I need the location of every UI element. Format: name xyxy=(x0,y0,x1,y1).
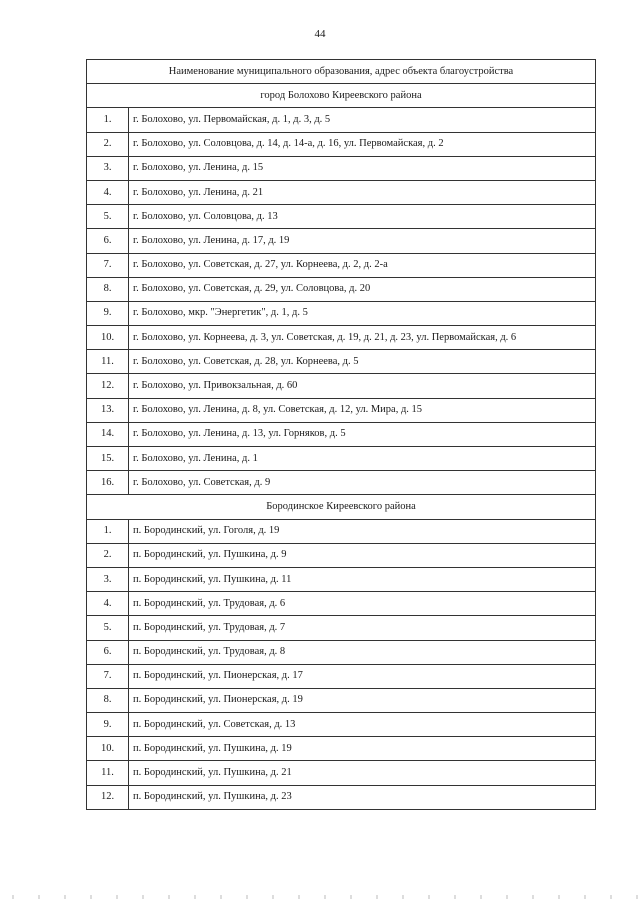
row-number: 11. xyxy=(87,761,129,785)
row-address: п. Бородинский, ул. Пушкина, д. 19 xyxy=(129,737,596,761)
address-table xyxy=(86,59,596,810)
row-address: п. Бородинский, ул. Гоголя, д. 19 xyxy=(129,519,596,543)
table-row xyxy=(87,664,596,688)
row-number: 8. xyxy=(87,277,129,301)
row-address: п. Бородинский, ул. Советская, д. 13 xyxy=(129,713,596,737)
row-address: г. Болохово, ул. Ленина, д. 15 xyxy=(129,156,596,180)
row-address: п. Бородинский, ул. Трудовая, д. 6 xyxy=(129,592,596,616)
table-row xyxy=(87,567,596,591)
row-address: г. Болохово, ул. Ленина, д. 8, ул. Советская, д. 12, ул. Мира, д. 15 xyxy=(129,398,596,422)
row-number: 4. xyxy=(87,180,129,204)
table-row xyxy=(87,471,596,495)
row-address: г. Болохово, ул. Советская, д. 27, ул. Корнеева, д. 2, д. 2-а xyxy=(129,253,596,277)
table-row xyxy=(87,737,596,761)
row-number: 10. xyxy=(87,737,129,761)
row-number: 6. xyxy=(87,640,129,664)
table-row xyxy=(87,519,596,543)
row-number: 2. xyxy=(87,132,129,156)
section-title: город Болохово Киреевского района xyxy=(87,84,596,108)
row-number: 12. xyxy=(87,374,129,398)
row-number: 7. xyxy=(87,664,129,688)
table-row xyxy=(87,350,596,374)
row-address: г. Болохово, ул. Первомайская, д. 1, д. 3, д. 5 xyxy=(129,108,596,132)
row-address: г. Болохово, ул. Соловцова, д. 13 xyxy=(129,205,596,229)
row-number: 2. xyxy=(87,543,129,567)
table-row xyxy=(87,156,596,180)
table-row xyxy=(87,761,596,785)
row-number: 9. xyxy=(87,301,129,325)
table-row xyxy=(87,132,596,156)
row-address: г. Болохово, ул. Ленина, д. 13, ул. Горняков, д. 5 xyxy=(129,422,596,446)
row-address: г. Болохово, ул. Советская, д. 29, ул. Соловцова, д. 20 xyxy=(129,277,596,301)
row-address: г. Болохово, ул. Ленина, д. 17, д. 19 xyxy=(129,229,596,253)
row-address: г. Болохово, ул. Ленина, д. 21 xyxy=(129,180,596,204)
row-number: 8. xyxy=(87,688,129,712)
row-number: 3. xyxy=(87,567,129,591)
section-row xyxy=(87,495,596,519)
row-number: 14. xyxy=(87,422,129,446)
row-number: 6. xyxy=(87,229,129,253)
table-row xyxy=(87,785,596,809)
page-number: 44 xyxy=(314,28,326,40)
row-number: 7. xyxy=(87,253,129,277)
table-row xyxy=(87,253,596,277)
row-number: 1. xyxy=(87,108,129,132)
row-address: п. Бородинский, ул. Пионерская, д. 19 xyxy=(129,688,596,712)
scan-artifact xyxy=(0,895,640,899)
table-row xyxy=(87,640,596,664)
row-number: 5. xyxy=(87,205,129,229)
section-row xyxy=(87,84,596,108)
table-row xyxy=(87,180,596,204)
table-row xyxy=(87,592,596,616)
row-address: г. Болохово, мкр. "Энергетик", д. 1, д. 5 xyxy=(129,301,596,325)
row-address: г. Болохово, ул. Соловцова, д. 14, д. 14-а, д. 16, ул. Первомайская, д. 2 xyxy=(129,132,596,156)
row-number: 16. xyxy=(87,471,129,495)
row-number: 10. xyxy=(87,326,129,350)
table-row xyxy=(87,713,596,737)
section-title: Бородинское Киреевского района xyxy=(87,495,596,519)
row-address: п. Бородинский, ул. Трудовая, д. 8 xyxy=(129,640,596,664)
row-number: 13. xyxy=(87,398,129,422)
row-address: п. Бородинский, ул. Пионерская, д. 17 xyxy=(129,664,596,688)
table-row xyxy=(87,108,596,132)
row-number: 9. xyxy=(87,713,129,737)
row-number: 11. xyxy=(87,350,129,374)
table-row xyxy=(87,688,596,712)
table-row xyxy=(87,422,596,446)
row-number: 4. xyxy=(87,592,129,616)
table-row xyxy=(87,205,596,229)
row-address: п. Бородинский, ул. Пушкина, д. 23 xyxy=(129,785,596,809)
table-row xyxy=(87,447,596,471)
row-number: 12. xyxy=(87,785,129,809)
row-address: г. Болохово, ул. Привокзальная, д. 60 xyxy=(129,374,596,398)
row-address: п. Бородинский, ул. Пушкина, д. 21 xyxy=(129,761,596,785)
table-row xyxy=(87,301,596,325)
row-number: 5. xyxy=(87,616,129,640)
row-address: п. Бородинский, ул. Пушкина, д. 9 xyxy=(129,543,596,567)
row-address: г. Болохово, ул. Советская, д. 28, ул. Корнеева, д. 5 xyxy=(129,350,596,374)
row-number: 3. xyxy=(87,156,129,180)
row-address: п. Бородинский, ул. Трудовая, д. 7 xyxy=(129,616,596,640)
row-number: 1. xyxy=(87,519,129,543)
table-row xyxy=(87,277,596,301)
table-header: Наименование муниципального образования, адрес объекта благоустройства xyxy=(87,60,596,84)
table-header-row xyxy=(87,60,596,84)
table-row xyxy=(87,374,596,398)
row-number: 15. xyxy=(87,447,129,471)
table-row xyxy=(87,326,596,350)
table-row xyxy=(87,398,596,422)
table-row xyxy=(87,616,596,640)
row-address: г. Болохово, ул. Ленина, д. 1 xyxy=(129,447,596,471)
row-address: п. Бородинский, ул. Пушкина, д. 11 xyxy=(129,567,596,591)
table-row xyxy=(87,543,596,567)
row-address: г. Болохово, ул. Корнеева, д. 3, ул. Советская, д. 19, д. 21, д. 23, ул. Первомайская, д. 6 xyxy=(129,326,596,350)
table-row xyxy=(87,229,596,253)
row-address: г. Болохово, ул. Советская, д. 9 xyxy=(129,471,596,495)
